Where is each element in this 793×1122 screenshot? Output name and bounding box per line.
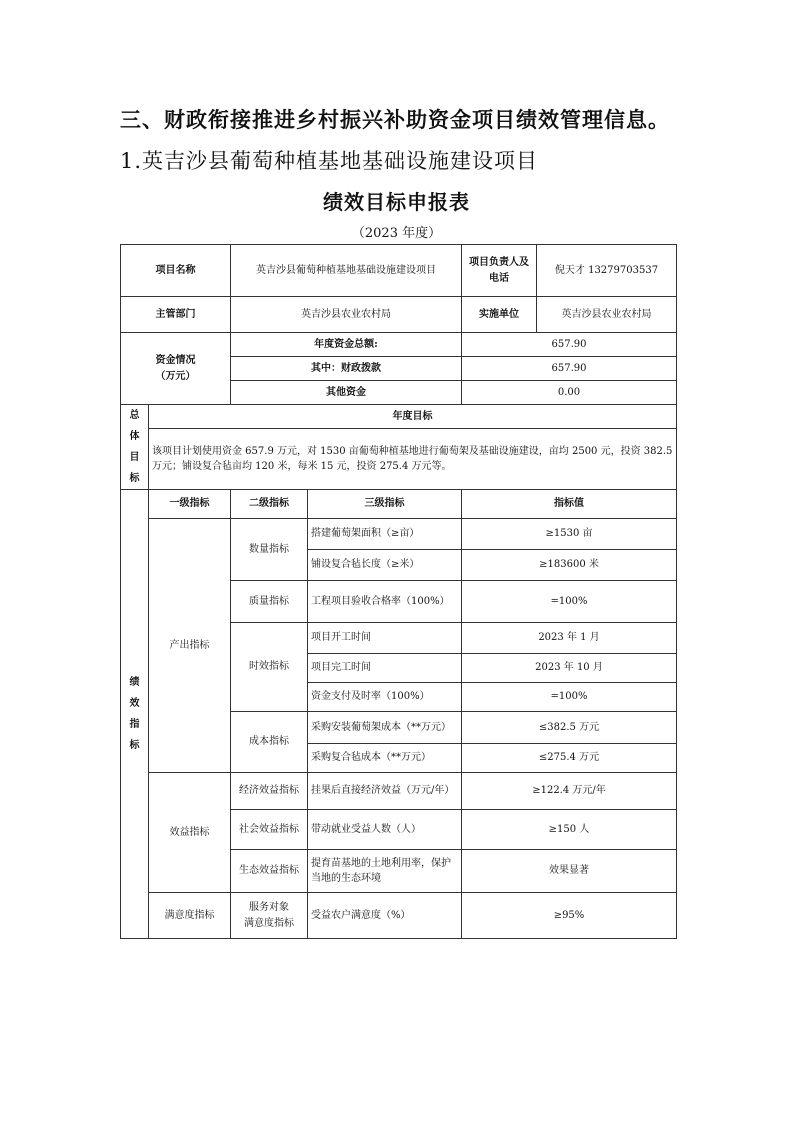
satisfaction-l2-line1: 服务对象: [249, 902, 289, 913]
project-info-row: [121, 245, 677, 297]
indicator-value: ≥150 人: [462, 810, 677, 850]
header-value: 指标值: [462, 490, 677, 519]
social-benefit-label: 社会效益指标: [231, 810, 308, 850]
quantity-indicator-label: 数量指标: [231, 519, 308, 581]
section-heading: 三、财政衔接推进乡村振兴补助资金项目绩效管理信息。: [120, 107, 670, 132]
unit-value: 英吉沙县农业农村局: [537, 297, 677, 333]
overall-goal-header-row: [121, 405, 677, 429]
indicator-name: 项目完工时间: [308, 654, 462, 683]
funds-other-label: 其他资金: [231, 381, 462, 405]
header-level1: 一级指标: [149, 490, 231, 519]
ecological-benefit-label: 生态效益指标: [231, 850, 308, 893]
funds-fiscal-label: 其中：财政拨款: [231, 357, 462, 381]
indicator-value: ≤382.5 万元: [462, 712, 677, 744]
indicator-value: =100%: [462, 581, 677, 623]
project-heading: 1.英吉沙县葡萄种植基地基础设施建设项目: [120, 149, 539, 173]
header-level2: 二级指标: [231, 490, 308, 519]
annual-goal-text: 该项目计划使用资金 657.9 万元，对 1530 亩葡萄种植基地进行葡萄架及基础设施建设，亩均 2500 元，投资 382.5 万元；铺设复合毡亩均 120 米，每米 15 元，投资 275.4 万元等。: [149, 429, 677, 490]
dept-label: 主管部门: [121, 297, 231, 333]
indicator-value: ≥1530 亩: [462, 519, 677, 550]
satisfaction-indicator-label: 满意度指标: [149, 893, 231, 939]
form-title: 绩效目标申报表: [323, 190, 470, 214]
indicator-name: 提育苗基地的土地利用率，保护当地的生态环境: [308, 850, 462, 893]
indicator-name: 带动就业受益人数（人）: [308, 810, 462, 850]
funds-label: [121, 333, 231, 405]
form-year: （2023 年度）: [351, 226, 442, 241]
dept-value: 英吉沙县农业农村局: [231, 297, 462, 333]
indicator-row: [121, 893, 677, 939]
indicator-row: [121, 773, 677, 810]
indicator-value: 2023 年 1 月: [462, 623, 677, 654]
indicator-header-row: [121, 490, 677, 519]
economic-benefit-label: 经济效益指标: [231, 773, 308, 810]
timeliness-indicator-label: 时效指标: [231, 623, 308, 712]
indicator-value: 2023 年 10 月: [462, 654, 677, 683]
funds-other-value: 0.00: [462, 381, 677, 405]
unit-label: 实施单位: [462, 297, 537, 333]
cost-indicator-label: 成本指标: [231, 712, 308, 773]
indicator-name: 工程项目验收合格率（100%）: [308, 581, 462, 623]
indicator-value: ≥122.4 万元/年: [462, 773, 677, 810]
indicator-value: ≥183600 米: [462, 550, 677, 581]
quality-indicator-label: 质量指标: [231, 581, 308, 623]
indicator-name: 受益农户满意度（%）: [308, 893, 462, 939]
funds-label-line1: 资金情况: [155, 355, 196, 366]
overall-goal-side-label: 总 体 目 标: [121, 405, 149, 490]
indicator-name: 资金支付及时率（100%）: [308, 683, 462, 712]
department-row: [121, 297, 677, 333]
funds-total-value: 657.90: [462, 333, 677, 357]
project-name-label: 项目名称: [121, 245, 231, 297]
indicator-value: ≤275.4 万元: [462, 744, 677, 773]
indicator-value: ≥95%: [462, 893, 677, 939]
output-indicator-label: 产出指标: [149, 519, 231, 773]
indicator-name: 搭建葡萄架面积（≥亩）: [308, 519, 462, 550]
satisfaction-l2-label: [231, 893, 308, 939]
benefit-indicator-label: 效益指标: [149, 773, 231, 893]
indicators-side-label: 绩 效 指 标: [121, 490, 149, 939]
indicator-value: =100%: [462, 683, 677, 712]
annual-goal-header: 年度目标: [149, 405, 677, 429]
indicator-name: 铺设复合毡长度（≥米）: [308, 550, 462, 581]
header-level3: 三级指标: [308, 490, 462, 519]
funds-label-line2: （万元）: [155, 370, 196, 382]
funds-row: [121, 333, 677, 357]
contact-value: 倪天才 13279703537: [537, 245, 677, 297]
overall-goal-text-row: [121, 429, 677, 490]
indicator-value: 效果显著: [462, 850, 677, 893]
indicator-name: 挂果后直接经济效益（万元/年）: [308, 773, 462, 810]
indicator-row: [121, 519, 677, 550]
funds-total-label: 年度资金总额:: [231, 333, 462, 357]
performance-target-table: [120, 244, 677, 939]
project-name-value: 英吉沙县葡萄种植基地基础设施建设项目: [231, 245, 462, 297]
indicator-name: 采购复合毡成本（**万元）: [308, 744, 462, 773]
contact-label: 项目负责人及电话: [462, 245, 537, 297]
indicator-name: 项目开工时间: [308, 623, 462, 654]
indicator-name: 采购安装葡萄架成本（**万元）: [308, 712, 462, 744]
satisfaction-l2-line2: 满意度指标: [244, 917, 294, 929]
funds-fiscal-value: 657.90: [462, 357, 677, 381]
